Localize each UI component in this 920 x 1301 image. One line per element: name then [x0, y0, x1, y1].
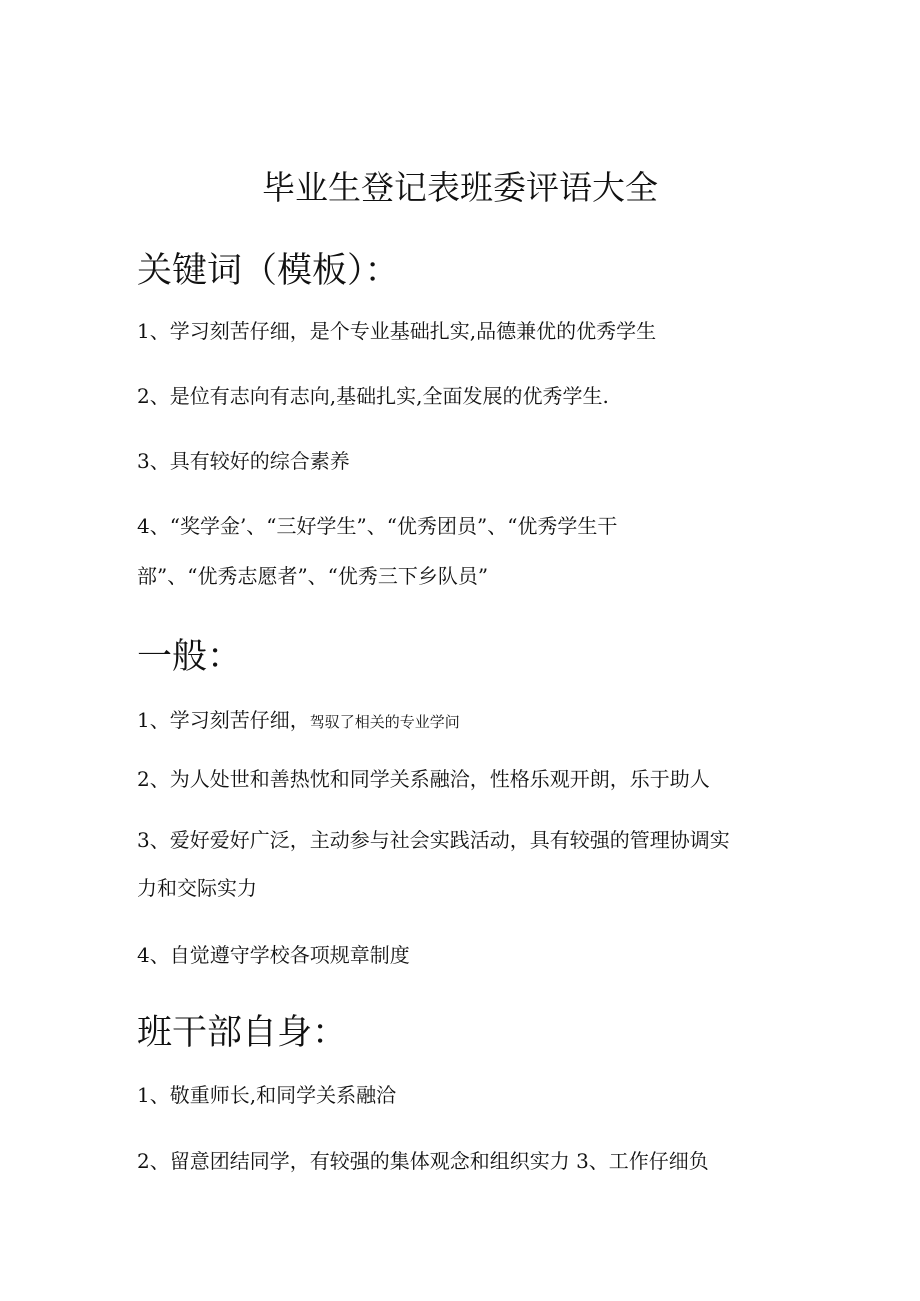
list-item: 4、“奖学金’、“三好学生”、“优秀团员”、“优秀学生干 — [137, 514, 618, 538]
section-heading-general: 一般： — [137, 637, 243, 677]
list-item-main-text: 1、学习刻苦仔细， — [137, 708, 310, 732]
list-item: 4、自觉遵守学校各项规章制度 — [137, 943, 410, 967]
list-item: 1、敬重师长,和同学关系融洽 — [137, 1083, 397, 1107]
list-item: 力和交际实力 — [137, 876, 257, 900]
section-heading-class-cadre: 班干部自身： — [137, 1013, 348, 1053]
list-item-small-text: 驾驭了相关的专业学问 — [309, 713, 460, 731]
document-title: 毕业生登记表班委评语大全 — [262, 168, 658, 207]
section-heading-keywords: 关键词（模板）： — [137, 251, 400, 291]
list-item: 2、为人处世和善热忱和同学关系融洽，性格乐观开朗，乐于助人 — [137, 767, 710, 791]
list-item: 2、是位有志向有志向,基础扎实,全面发展的优秀学生. — [137, 384, 609, 408]
list-item: 部”、“优秀志愿者”、“优秀三下乡队员” — [137, 564, 489, 588]
list-item: 1、学习刻苦仔细，是个专业基础扎实,品德兼优的优秀学生 — [137, 319, 657, 343]
list-item: 3、爱好爱好广泛，主动参与社会实践活动，具有较强的管理协调实 — [137, 828, 730, 852]
list-item: 3、具有较好的综合素养 — [137, 449, 350, 473]
list-item — [137, 705, 460, 737]
list-item: 2、留意团结同学，有较强的集体观念和组织实力 3、工作仔细负 — [137, 1149, 709, 1173]
